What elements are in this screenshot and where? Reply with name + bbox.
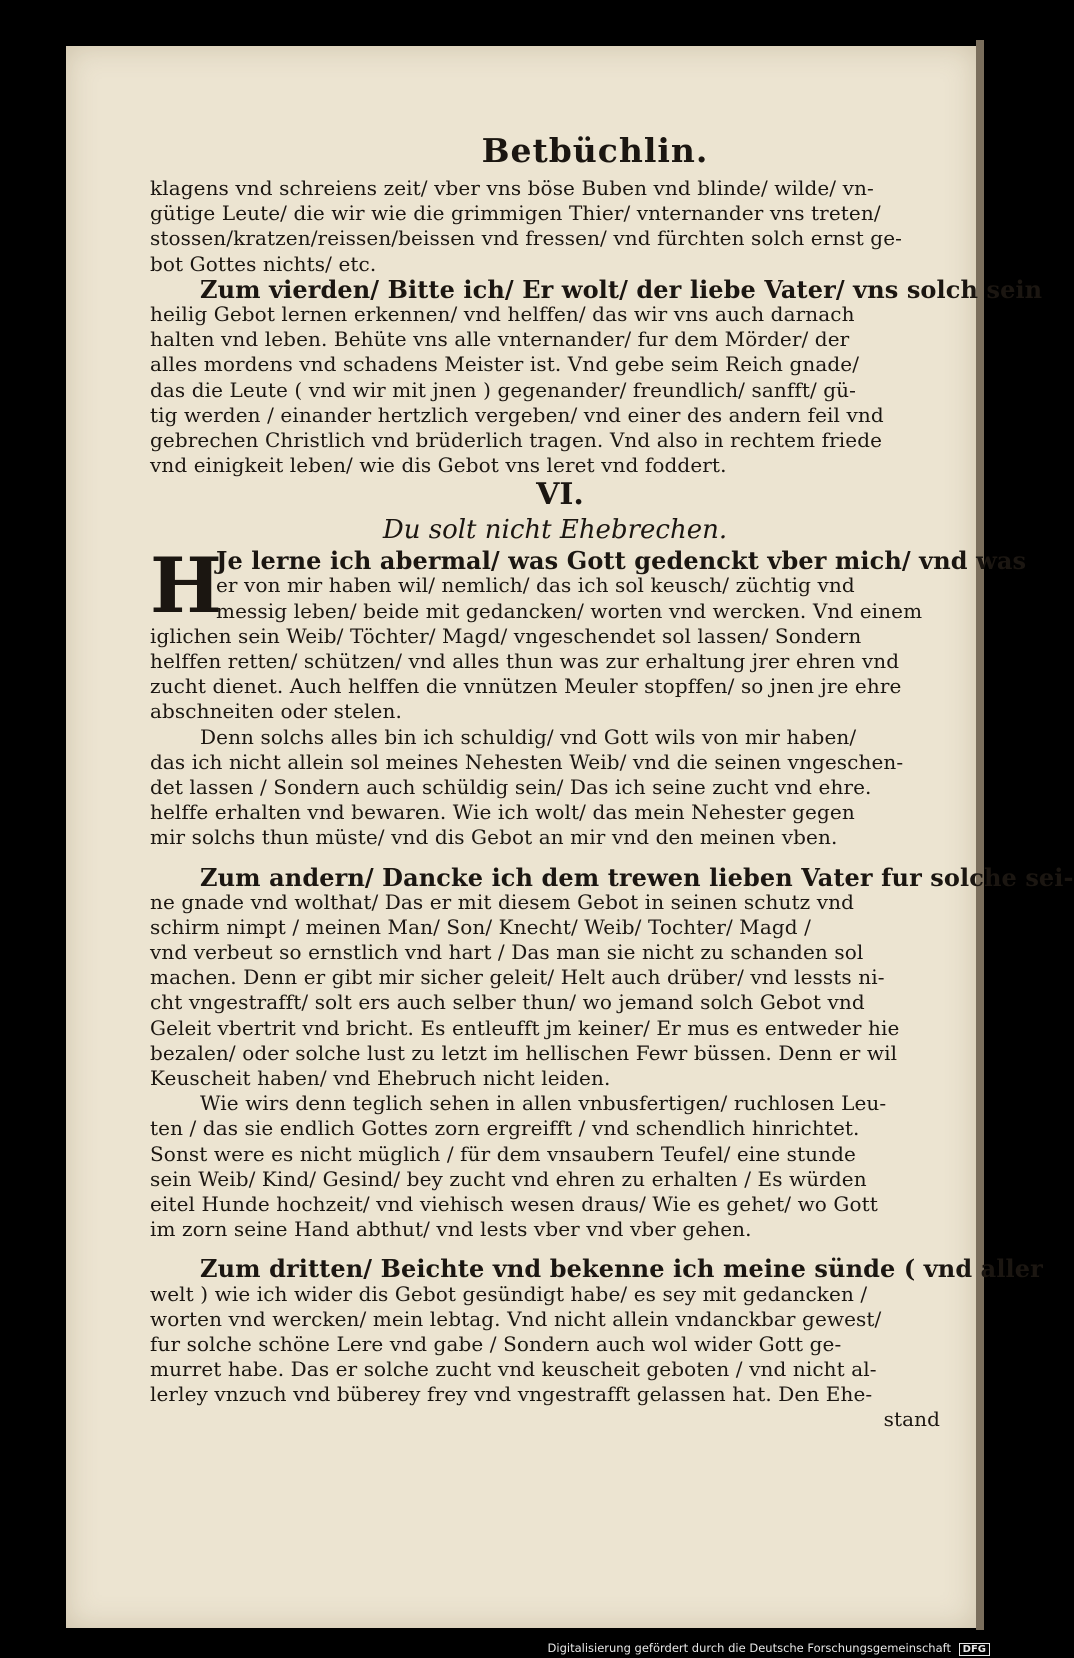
text-line: tig werden / einander hertzlich vergeben/ vnd einer des andern feil vnd [150, 402, 884, 427]
text-line: machen. Denn er gibt mir sicher geleit/ Helt auch drüber/ vnd lessts ni- [150, 965, 885, 990]
text-line: helffen retten/ schützen/ vnd alles thun was zur erhaltung jrer ehren vnd [150, 649, 900, 673]
text-line: Je lerne ich abermal/ was Gott gedenckt vber mich/ vnd was [216, 546, 1027, 576]
text-line: iglichen sein Weib/ Töchter/ Magd/ vngeschendet sol lassen/ Sondern [150, 623, 862, 648]
paragraph-denn [150, 725, 940, 851]
commandment-numeral: VI. [536, 477, 584, 513]
dfg-logo: DFG [959, 1643, 990, 1656]
text-line: im zorn seine Hand abthut/ vnd lests vber vnd vber gehen. [150, 1217, 752, 1242]
text-line: lerley vnzuch vnd büberey frey vnd vngestrafft gelassen hat. Den Ehe- [150, 1382, 873, 1407]
text-line: alles mordens vnd schadens Meister ist. Vnd gebe seim Reich gnade/ [150, 352, 860, 377]
text-line: helffe erhalten vnd bewaren. Wie ich wolt/ das mein Nehester gegen [150, 800, 855, 825]
text-line: zucht dienet. Auch helffen die vnnützen Meuler stopffen/ so jnen jre ehre [150, 674, 902, 699]
footer-bar [0, 1638, 1000, 1658]
paragraph-vierden [150, 274, 1043, 479]
text-line: vnd einigkeit leben/ wie dis Gebot vns leret vnd foddert. [150, 453, 727, 478]
text-line: cht vngestrafft/ solt ers auch selber thun/ wo jemand solch Gebot vnd [150, 990, 865, 1015]
paragraph-lead: Zum vierden/ Bitte ich/ Er wolt/ der liebe Vater/ vns solch sein [200, 274, 1043, 304]
text-line: bezalen/ oder solche lust zu letzt im hellischen Fewr büssen. Denn er wil [150, 1040, 898, 1065]
drop-cap-initial: H [150, 541, 222, 631]
paragraph-wie [150, 1091, 940, 1242]
text-line: er von mir haben wil/ nemlich/ das ich sol keusch/ züchtig vnd [216, 573, 855, 598]
text-line: bot Gottes nichts/ etc. [150, 251, 377, 276]
paragraph-initial [150, 541, 1027, 724]
text-line: vnd verbeut so ernstlich vnd hart / Das man sie nicht zu schanden sol [150, 940, 864, 965]
text-line: eitel Hunde hochzeit/ vnd viehisch wesen draus/ Wie es gehet/ wo Gott [150, 1191, 878, 1216]
funding-credit-text: Digitalisierung gefördert durch die Deutsche Forschungsgemeinschaft [547, 1641, 951, 1655]
page-text [150, 60, 1074, 1433]
funding-credit [548, 1641, 990, 1656]
text-line: Denn solchs alles bin ich schuldig/ vnd Gott wils von mir haben/ [200, 724, 857, 749]
text-line: mir solchs thun müste/ vnd dis Gebot an mir vnd den meinen vben. [150, 825, 838, 850]
text-line: Wie wirs denn teglich sehen in allen vnbusfertigen/ ruchlosen Leu- [200, 1091, 887, 1116]
paragraph-top [150, 176, 940, 277]
text-line: welt ) wie ich wider dis Gebot gesündigt habe/ es sey mit gedancken / [150, 1281, 868, 1306]
text-line: klagens vnd schreiens zeit/ vber vns böse Buben vnd blinde/ wilde/ vn- [150, 176, 874, 200]
text-line: messig leben/ beide mit gedancken/ worten vnd wercken. Vnd einem [216, 598, 923, 623]
text-line: Keuscheit haben/ vnd Ehebruch nicht leiden. [150, 1066, 611, 1090]
text-line: abschneiten oder stelen. [150, 699, 402, 724]
commandment-heading: Du solt nicht Ehebrechen. [382, 515, 728, 546]
text-line: sein Weib/ Kind/ Gesind/ bey zucht vnd ehren zu erhalten / Es würden [150, 1166, 867, 1191]
text-line: ten / das sie endlich Gottes zorn ergreifft / vnd schendlich hinrichtet. [150, 1116, 860, 1141]
text-line: schirm nimpt / meinen Man/ Son/ Knecht/ Weib/ Tochter/ Magd / [150, 914, 811, 939]
text-line: ne gnade vnd wolthat/ Das er mit diesem Gebot in seinen schutz vnd [150, 889, 854, 914]
text-line: det lassen / Sondern auch schüldig sein/ Das ich seine zucht vnd ehre. [150, 774, 872, 799]
text-line: gütige Leute/ die wir wie die grimmigen Thier/ vnternander vns treten/ [150, 201, 881, 226]
text-line: Geleit vbertrit vnd bricht. Es entleufft jm keiner/ Er mus es entweder hie [150, 1015, 900, 1040]
text-line: gebrechen Christlich vnd brüderlich tragen. Vnd also in rechtem friede [150, 427, 883, 452]
text-line: fur solche schöne Lere vnd gabe / Sondern auch wol wider Gott ge- [150, 1331, 842, 1356]
text-line: das ich nicht allein sol meines Nehesten Weib/ vnd die seinen vngeschen- [150, 749, 904, 774]
text-line: Sonst were es nicht müglich / für dem vnsaubern Teufel/ eine stunde [150, 1141, 856, 1166]
text-line: heilig Gebot lernen erkennen/ vnd helffen/ das wir vns auch darnach [150, 301, 855, 326]
paragraph-lead: Zum dritten/ Beichte vnd bekenne ich meine sünde ( vnd aller [200, 1254, 1043, 1284]
running-head: Betbüchlin. [481, 131, 709, 170]
text-line: worten vnd wercken/ mein lebtag. Vnd nicht allein vndanckbar gewest/ [150, 1306, 882, 1331]
text-line: das die Leute ( vnd wir mit jnen ) gegenander/ freundlich/ sanfft/ gü- [150, 377, 857, 402]
text-line: murret habe. Das er solche zucht vnd keuscheit geboten / vnd nicht al- [150, 1357, 877, 1382]
paragraph-lead: Zum andern/ Dancke ich dem trewen lieben Vater fur solche sei- [200, 862, 1074, 892]
paragraph-dritten [150, 1254, 1043, 1407]
text-line: stossen/kratzen/reissen/beissen vnd fressen/ vnd fürchten solch ernst ge- [150, 226, 902, 251]
catchword: stand [883, 1407, 940, 1432]
paragraph-andern [150, 862, 1074, 1092]
text-line: halten vnd leben. Behüte vns alle vnternander/ fur dem Mörder/ der [150, 327, 850, 352]
